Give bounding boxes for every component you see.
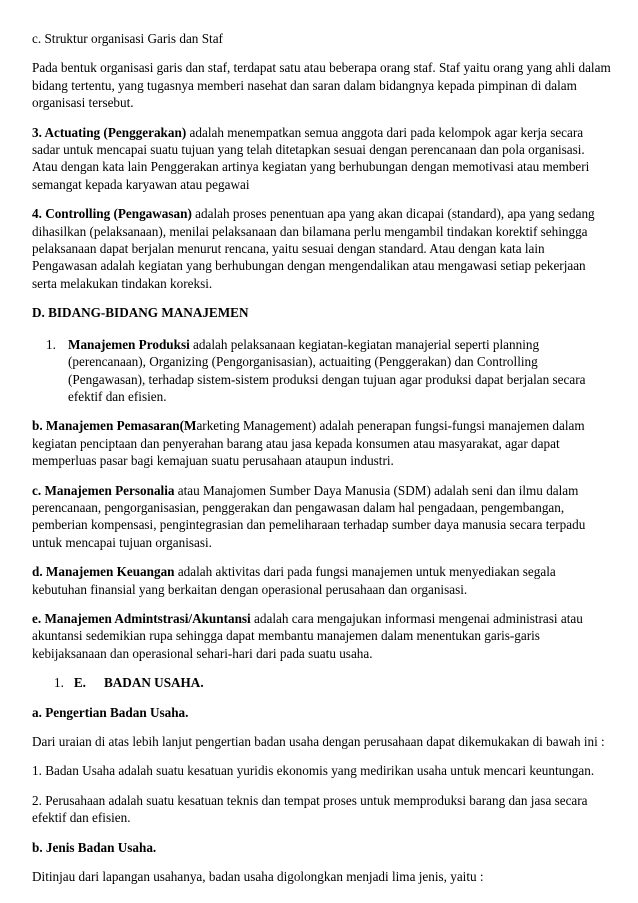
list-number: 1. [46, 336, 56, 352]
controlling-label: 4. Controlling (Pengawasan) [32, 206, 192, 222]
pemasaran-text: arketing Management) adalah penerapan fungsi-fungsi manajemen dalam kegiatan penciptaan dan penyerahan barang atau jasa kepada konsumen atau masyarakat, agar dapat memperluas pasar bagi kemajuan suatu perusahaan ataupun industri. [32, 418, 585, 469]
paragraph-keuangan [32, 563, 612, 598]
heading-e-letter: E. [73, 675, 86, 691]
heading-e-title: BADAN USAHA. [103, 675, 204, 691]
heading-e-number: 1. [54, 675, 64, 691]
paragraph-actuating [32, 124, 612, 194]
personalia-text: atau Manajomen Sumber Daya Manusia (SDM) adalah seni dan ilmu dalam perencanaan, pengorganisasian, penggerakan dan pengawasan dalam hal pengadaan, pengembangan, pemberian kompensasi, pengintegrasian dan pemeliharaan terhadap sumber daya manusia secara terpadu untuk mencapai tujuan organisasi. [32, 482, 586, 550]
controlling-text: adalah proses penentuan apa yang akan dicapai (standard), apa yang sedang dihasilkan (pelaksanaan), menilai pelaksanaan dan bilamana perlu mengambil tindakan korektif sehingga pelaksanaan dapat berjalan menurut rencana, yaitu sesuai dengan standard. Atau dengan kata lain Pengawasan adalah kegiatan yang berhubungan dengan mengendalikan atau mengawasi setiap pekerjaan serta melakukan tindakan koreksi. [32, 206, 595, 291]
subheading-a: a. Pengertian Badan Usaha. [32, 704, 189, 720]
section-heading-d: D. BIDANG-BIDANG MANAJEMEN [32, 305, 249, 321]
paragraph-uraian: Dari uraian di atas lebih lanjut pengertian badan usaha dengan perusahaan dapat dikemukakan di bawah ini : [32, 734, 605, 749]
keuangan-label: d. Manajemen Keuangan [32, 564, 175, 580]
pemasaran-label: b. Manajemen Pemasaran(M [32, 418, 197, 434]
administrasi-label: e. Manajemen Admintstrasi/Akuntansi [32, 610, 251, 626]
paragraph-definition-1: 1. Badan Usaha adalah suatu kesatuan yuridis ekonomis yang medirikan usaha untuk mencari keuntungan. [32, 763, 595, 779]
paragraph-personalia [32, 482, 612, 552]
section-heading-e [54, 674, 612, 691]
produksi-text: adalah pelaksanaan kegiatan-kegiatan manajerial seperti planning (perencanaan), Organizing (Pengorganisasian), actuaiting (Penggerakan) dan Controlling (Pengawasan), terhadap sistem-sistem produksi dengan tujuan agar produksi dapat berjalan secara efektif dan efisien. [68, 336, 586, 404]
paragraph-ditinjau: Ditinjau dari lapangan usahanya, badan usaha digolongkan menjadi lima jenis, yaitu : [32, 869, 484, 885]
paragraph-definition-2: 2. Perusahaan adalah suatu kesatuan teknis dan tempat proses untuk memproduksi barang dan jasa secara efektif dan efisien. [32, 792, 588, 826]
actuating-label: 3. Actuating (Penggerakan) [32, 124, 187, 140]
document-page [32, 30, 612, 897]
produksi-label: Manajemen Produksi [68, 336, 190, 352]
administrasi-text: adalah cara mengajukan informasi mengenai administrasi atau akuntansi sedemikian rupa sehingga dapat membantu manajemen dalam menentukan garis-garis kebijaksanaan dan operasional sehari-hari dari pada suatu usaha. [32, 610, 583, 661]
item-c-heading: c. Struktur organisasi Garis dan Staf [32, 31, 223, 46]
keuangan-text: adalah aktivitas dari pada fungsi manajemen untuk menyediakan segala kebutuhan finansial yang berkaitan dengan operasional perusahaan dan organisasi. [32, 564, 556, 597]
paragraph-administrasi [32, 610, 612, 662]
paragraph-pemasaran [32, 417, 612, 469]
paragraph-controlling [32, 205, 612, 292]
personalia-label: c. Manajemen Personalia [32, 482, 175, 498]
actuating-text: adalah menempatkan semua anggota dari pada kelompok agar kerja secara sadar untuk mencapai suatu tujuan yang telah ditetapkan sesuai dengan perencanaan dan pola organisasi. Atau dengan kata lain Penggerakan artinya kegiatan yang berhubungan dengan memotivasi atau memberi semangat kepada karyawan atau pegawai [32, 124, 590, 192]
paragraph-staf: Pada bentuk organisasi garis dan staf, terdapat satu atau beberapa orang staf. Staf yaitu orang yang ahli dalam bidang tertentu, yang tugasnya memberi nasehat dan saran dalam bidangnya kepada pimpinan di dalam organisasi tersebut. [32, 60, 611, 111]
list-item-produksi [46, 336, 612, 406]
subheading-b: b. Jenis Badan Usaha. [32, 839, 157, 855]
